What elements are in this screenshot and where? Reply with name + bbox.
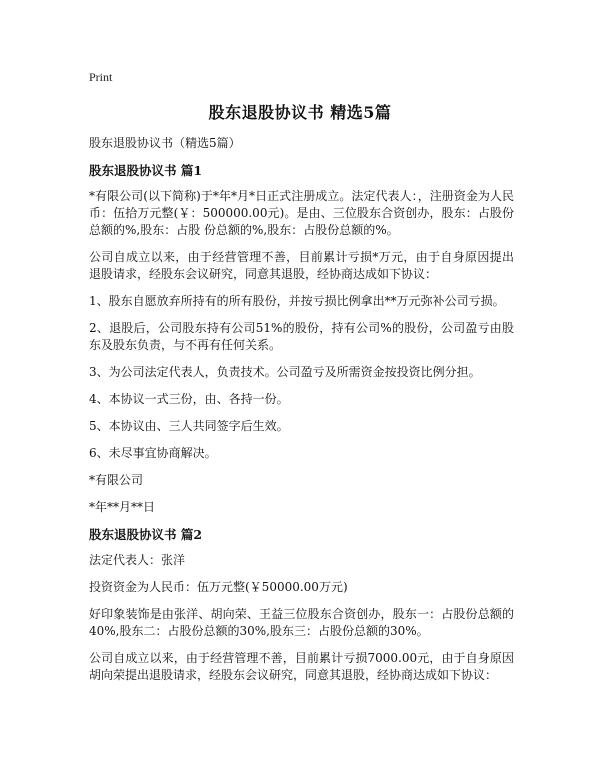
paragraph: *有限公司 bbox=[89, 473, 144, 487]
paragraph: 投资资金为人民币：伍万元整(￥50000.00万元) bbox=[89, 580, 348, 594]
paragraph: 4、本协议一式三份，由、各持一份。 bbox=[89, 392, 289, 406]
paragraph: 3、为公司法定代表人，负责技术。公司盈亏及所需资金按投资比例分担。 bbox=[89, 365, 481, 379]
paragraph: 公司自成立以来，由于经营管理不善，目前累计亏损*万元，由于自身原因提出退股请求，经股东会议研究，同意其退股，经协商达成如下协议： bbox=[89, 250, 514, 281]
paragraph: *有限公司(以下简称)于*年*月*日正式注册成立。法定代表人：，注册资金为人民币：伍拾万元整(￥：500000.00元)。是由、三位股东合资创办，股东：占股份总额的%,股东：占股 份总额的%,股东：占股份总额的%。 bbox=[89, 189, 514, 237]
paragraph: 5、本协议由、三人共同签字后生效。 bbox=[89, 419, 289, 433]
document-subtitle: 股东退股协议书（精选5篇） bbox=[89, 136, 241, 150]
paragraph: 1、股东自愿放弃所持有的所有股份，并按亏损比例拿出**万元弥补公司亏损。 bbox=[89, 294, 505, 308]
paragraph: 法定代表人：张洋 bbox=[89, 553, 186, 567]
paragraph: 公司自成立以来，由于经营管理不善，目前累计亏损7000.00元，由于自身原因胡向荣提出退股请求，经股东会议研究，同意其退股，经协商达成如下协议： bbox=[89, 651, 514, 682]
section-heading: 股东退股协议书 篇1 bbox=[89, 163, 203, 178]
section-1 bbox=[89, 162, 514, 516]
paragraph: 6、未尽事宜协商解决。 bbox=[89, 446, 217, 460]
print-link[interactable]: Print bbox=[89, 70, 113, 84]
paragraph: 2、退股后，公司股东持有公司51%的股份，持有公司%的股份，公司盈亏由股东及股东负责，与不再有任何关系。 bbox=[89, 321, 514, 352]
paragraph: 好印象装饰是由张洋、胡向荣、王益三位股东合资创办，股东一：占股份总额的40%,股东二：占股份总额的30%,股东三：占股份总额的30%。 bbox=[89, 607, 514, 638]
paragraph: *年**月**日 bbox=[89, 500, 156, 514]
section-heading: 股东退股协议书 篇2 bbox=[89, 527, 203, 542]
section-2 bbox=[89, 526, 514, 684]
document-body bbox=[89, 130, 514, 694]
page-title: 股东退股协议书 精选5篇 bbox=[208, 103, 392, 122]
